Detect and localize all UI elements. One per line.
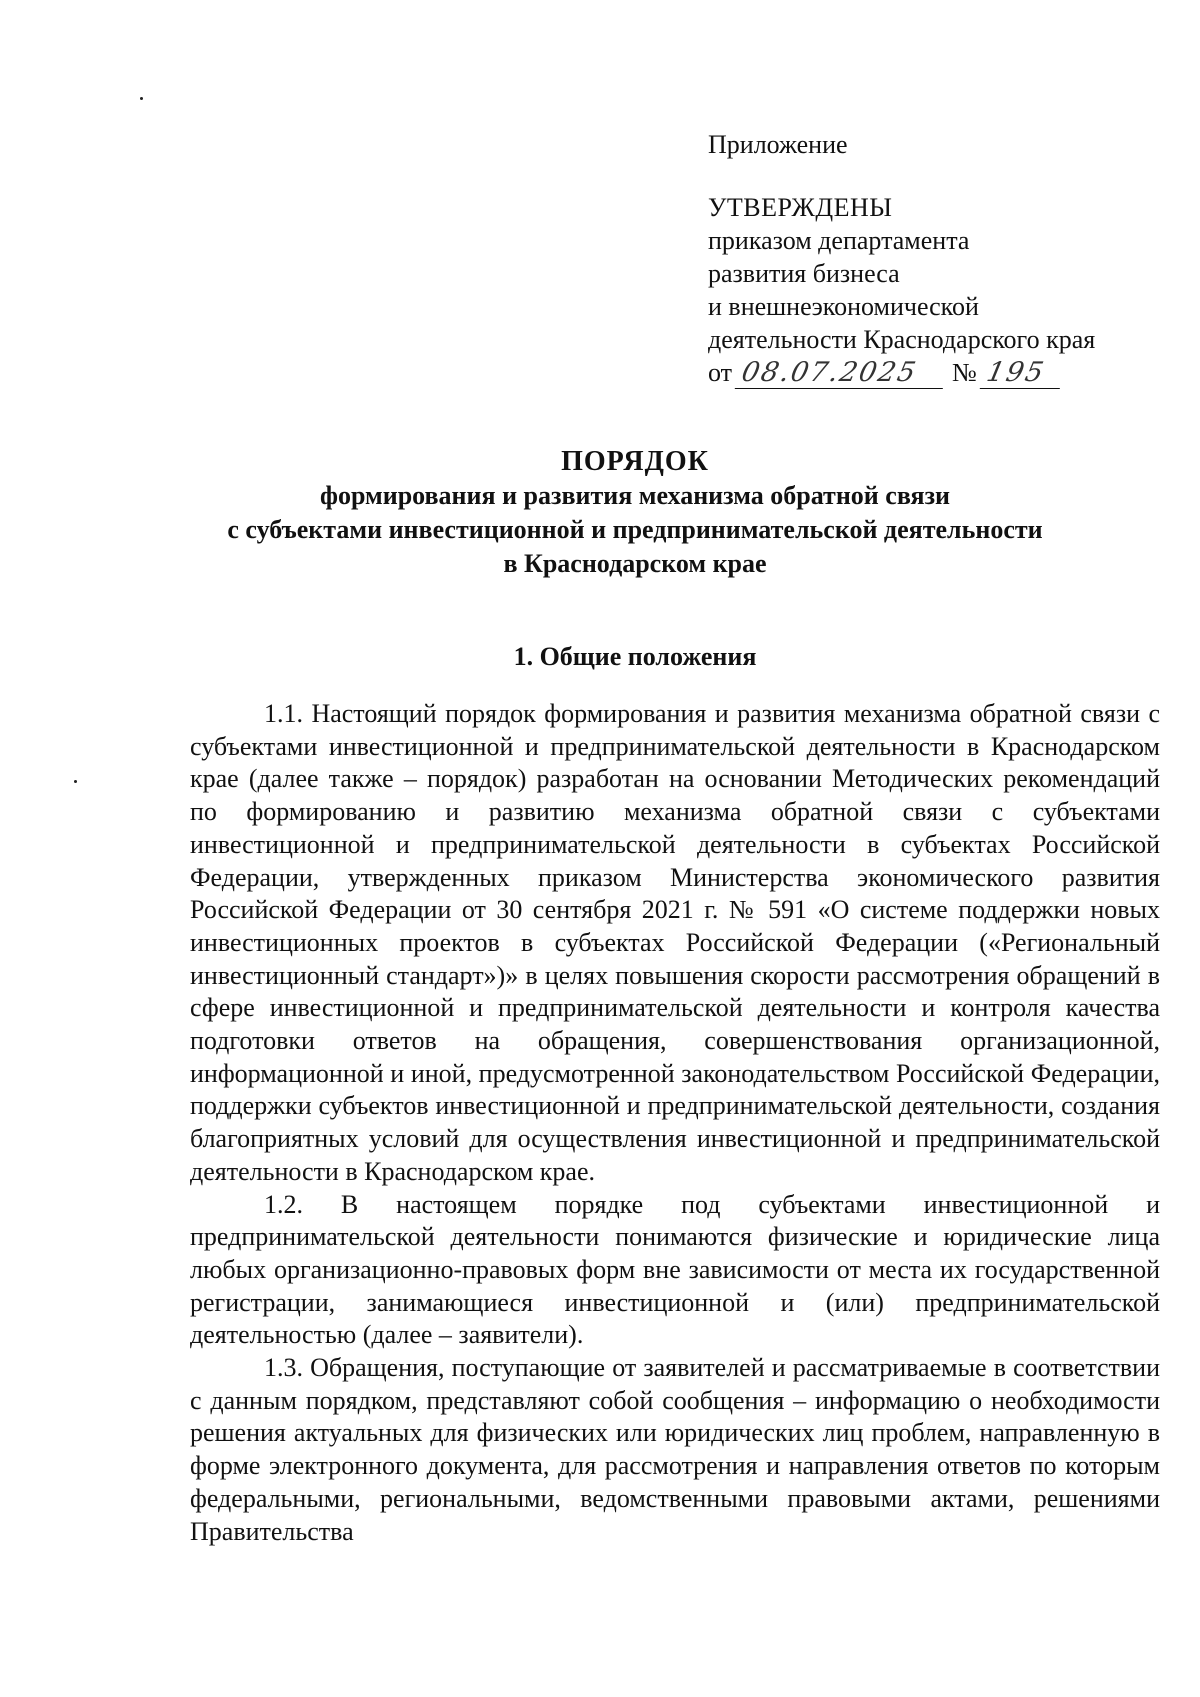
- scan-speck: [140, 97, 143, 100]
- date-prefix: от: [708, 358, 733, 387]
- approved-by-line: развития бизнеса: [708, 259, 900, 288]
- approved-by-line: приказом департамента: [708, 226, 970, 255]
- approved-label: УТВЕРЖДЕНЫ: [708, 193, 893, 222]
- scan-speck: [74, 780, 77, 783]
- paragraph-1-2: 1.2. В настоящем порядке под субъектами инвестиционной и предпринимательской деятельности понимаются физические и юридические лица любых организационно-правовых форм вне зависимости от места их государственной регистрации, занимающиеся инвестиционной и (или) предпринимательской деятельностью (далее – заявители).: [190, 1189, 1160, 1350]
- document-title: [190, 445, 1080, 581]
- order-date-number-line: [708, 356, 1168, 389]
- approved-by-line: деятельности Краснодарского края: [708, 325, 1096, 354]
- title-subline: формирования и развития механизма обратной связи: [319, 481, 951, 510]
- appendix-label: Приложение: [708, 130, 848, 159]
- approval-block: [708, 128, 1168, 389]
- handwritten-date: 08.07.2025: [735, 358, 950, 389]
- paragraph-1-3: 1.3. Обращения, поступающие от заявителей и рассматриваемые в соответствии с данным порядком, представляют собой сообщения – информацию о необходимости решения актуальных для физических или юридических лиц проблем, направленную в форме электронного документа, для рассмотрения и направления ответов по которым федеральными, региональными, ведомственными правовыми актами, решениями Правительства: [190, 1353, 1160, 1546]
- section-body: [190, 698, 1160, 1548]
- handwritten-number: 195: [980, 358, 1067, 389]
- paragraph-1-1: 1.1. Настоящий порядок формирования и развития механизма обратной связи с субъектами инвестиционной и предпринимательской деятельности в Краснодарском крае (далее также – порядок) разработан на основании Методических рекомендаций по формированию и развитию механизма обратной связи с субъектами инвестиционной и предпринимательской деятельности в субъектах Российской Федерации, утвержденных приказом Министерства экономического развития Российской Федерации от 30 сентября 2021 г. № 591 «О системе поддержки новых инвестиционных проектов в субъектах Российской Федерации («Региональный инвестиционный стандарт»)» в целях повышения скорости рассмотрения обращений в сфере инвестиционной и предпринимательской деятельности и контроля качества подготовки ответов на обращения, совершенствования организационной, информационной и иной, предусмотренной законодательством Российской Федерации, поддержки субъектов инвестиционной и предпринимательской деятельности, создания благоприятных условий для осуществления инвестиционной и предпринимательской деятельности в Краснодарском крае.: [190, 699, 1160, 1186]
- title-main: ПОРЯДОК: [561, 446, 709, 477]
- approved-by-line: и внешнеэкономической: [708, 292, 979, 321]
- number-sign: №: [952, 358, 977, 387]
- title-subline: в Краснодарском крае: [503, 549, 767, 578]
- section-heading: 1. Общие положения: [513, 642, 757, 671]
- title-subline: с субъектами инвестиционной и предпринимательской деятельности: [227, 515, 1043, 544]
